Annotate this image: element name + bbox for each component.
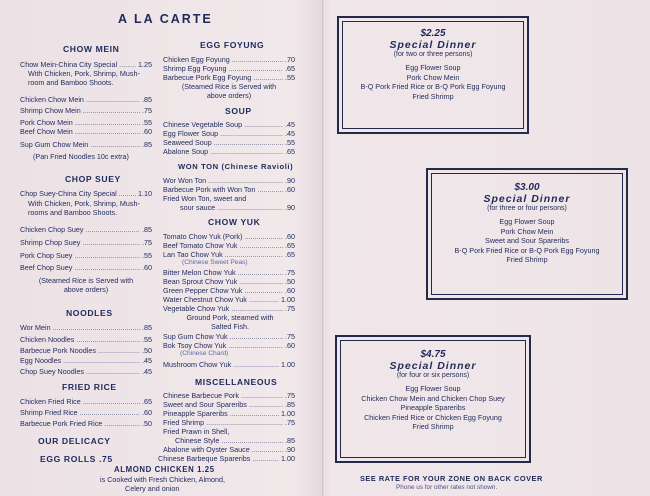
dinner-item: Egg Flower Soup [405, 384, 461, 393]
item-description: With Chicken, Pork, Shrimp, Mush- [28, 199, 140, 208]
item-description: rooms and Bamboo Shoots. [28, 208, 118, 217]
menu-item: Shrimp Chop Suey ..... .75 [20, 238, 152, 247]
menu-item: Barbecue Pork Noodles ..... .50 [20, 346, 152, 355]
menu-item: Pork Chow Mein ..... .55 [20, 118, 152, 127]
menu-note: (Pan Fried Noodles 10c extra) [33, 152, 129, 161]
dinner-item: B-Q Pork Fried Rice or B-Q Pork Egg Foyung [360, 82, 506, 92]
menu-item: Chop Suey-China City Special ..... 1.10 [20, 189, 152, 198]
dinner-item: Sweet and Sour Spareribs [485, 236, 569, 246]
menu-item: Chinese Style ..... .85 [175, 436, 295, 445]
dinner-persons: (for three or four persons) [487, 205, 567, 212]
menu-item: sour sauce ..... .90 [180, 203, 295, 212]
menu-item: Egg Flower Soup ..... .45 [163, 129, 295, 138]
dinner-title: Special Dinner [389, 360, 477, 372]
menu-item: Barbecue Pork Fried Rice ..... .50 [20, 419, 152, 428]
almond-chicken-desc: is Cooked with Fresh Chicken, Almond, [100, 475, 226, 484]
menu-item: Mushroom Chow Yuk ..... 1.00 [163, 360, 295, 369]
menu-item: Chicken Chow Mein ..... .85 [20, 95, 152, 104]
menu-item: Pineapple Spareribs ..... 1.00 [163, 409, 295, 418]
won-ton-heading: WON TON (Chinese Ravioli) [178, 162, 294, 171]
chow-mein-heading: CHOW MEIN [63, 44, 120, 54]
item-description: With Chicken, Pork, Shrimp, Mush- [28, 69, 140, 78]
center-fold [322, 0, 325, 496]
fried-rice-heading: FRIED RICE [62, 382, 117, 392]
menu-item: Wor Mein ..... .85 [20, 323, 152, 332]
delicacy-heading: OUR DELICACY [38, 436, 111, 446]
special-dinner-box-1 [337, 16, 529, 134]
dinner-item: Chicken Fried Rice or Chicken Egg Foyung [364, 412, 502, 422]
menu-item: Beef Chow Mein ..... .60 [20, 127, 152, 136]
chow-yuk-heading: CHOW YUK [208, 217, 261, 227]
menu-item-line: Fried Prawn in Shell, [163, 427, 230, 436]
menu-item: Beef Tomato Chow Yuk ..... .65 [163, 241, 295, 250]
menu-note: (Chinese Chard) [180, 350, 229, 357]
menu-item: Chicken Egg Foyung ..... .70 [163, 55, 295, 64]
dinner-item: Chicken Chow Mein and Chicken Chop Suey [361, 393, 505, 403]
menu-item: Sup Gum Chow Mein ..... .85 [20, 140, 152, 149]
menu-item: Bitter Melon Chow Yuk ..... .75 [163, 268, 295, 277]
menu-item: Wor Won Ton ..... .90 [163, 176, 295, 185]
dinner-item: B-Q Pork Fried Rice or B-Q Pork Egg Foyung [454, 245, 600, 255]
dinner-item: Fried Shrimp [412, 422, 454, 432]
special-dinner-box-2 [426, 168, 628, 300]
menu-item: Green Pepper Chow Yuk ..... .60 [163, 286, 295, 295]
menu-item: Shrimp Fried Rice ..... .60 [20, 408, 152, 417]
menu-item: Chow Mein-China City Special ..... 1.25 [20, 60, 152, 69]
menu-item: Abalone Soup ..... .65 [163, 147, 295, 156]
menu-item: Sweet and Sour Spareribs ..... .85 [163, 400, 295, 409]
menu-item: Barbecue Pork Egg Foyung ..... .55 [163, 73, 295, 82]
dinner-item: Fried Shrimp [506, 255, 548, 265]
almond-chicken-desc: Celery and onion [125, 484, 180, 493]
menu-item: Chicken Noodles ..... .55 [20, 335, 152, 344]
menu-note: above orders) [63, 285, 109, 294]
phone-note: Phone us for other rates not shown. [396, 484, 498, 491]
dinner-price: $2.25 [420, 28, 446, 39]
menu-item-line: Fried Won Ton, sweet and [163, 194, 247, 203]
menu-note: (Steamed Rice is Served with [181, 82, 277, 91]
menu-item: Shrimp Chow Mein ..... .75 [20, 106, 152, 115]
dinner-persons: (for two or three persons) [393, 51, 473, 58]
dinner-price: $3.00 [514, 182, 540, 193]
menu-item: Chop Suey Noodles ..... .45 [20, 367, 152, 376]
dinner-item: Pineapple Spareribs [400, 403, 466, 413]
menu-item: Tomato Chow Yuk (Pork) ..... .60 [163, 232, 295, 241]
almond-chicken-title: ALMOND CHICKEN 1.25 [114, 465, 215, 474]
zone-rate-note: SEE RATE FOR YOUR ZONE ON BACK COVER [360, 474, 543, 483]
menu-note: above orders) [206, 91, 252, 100]
dinner-title: Special Dinner [483, 193, 571, 205]
menu-item: Beef Chop Suey ..... .60 [20, 263, 152, 272]
menu-item: Sup Gum Chow Yuk ..... .75 [163, 332, 295, 341]
menu-item: Bok Tsoy Chow Yuk ..... .60 [163, 341, 295, 350]
egg-foyung-heading: EGG FOYUNG [200, 40, 265, 50]
dinner-title: Special Dinner [389, 39, 477, 51]
dinner-item: Fried Shrimp [412, 91, 454, 101]
special-dinner-box-3 [335, 335, 531, 463]
menu-note: Ground Pork, steamed with [186, 313, 274, 322]
menu-note: (Steamed Rice is Served with [38, 276, 134, 285]
menu-item: Barbecue Pork with Won Ton ..... .60 [163, 185, 295, 194]
menu-item: Shrimp Egg Foyung ..... .65 [163, 64, 295, 73]
menu-item: Chicken Chop Suey ..... .85 [20, 225, 152, 234]
menu-item: Chicken Fried Rice ..... .65 [20, 397, 152, 406]
menu-item: Vegetable Chow Yuk ..... .75 [163, 304, 295, 313]
menu-item: Chinese Barbecue Pork ..... .75 [163, 391, 295, 400]
menu-item: Bean Sprout Chow Yuk ..... .50 [163, 277, 295, 286]
noodles-heading: NOODLES [66, 308, 113, 318]
menu-note: (Chinese Sweet Peas) [182, 259, 248, 266]
a-la-carte-title: A LA CARTE [118, 12, 213, 26]
dinner-item: Pork Chow Mein [500, 226, 554, 236]
menu-item: Seaweed Soup ..... .55 [163, 138, 295, 147]
dinner-price: $4.75 [420, 349, 446, 360]
chop-suey-heading: CHOP SUEY [65, 174, 121, 184]
miscellaneous-heading: MISCELLANEOUS [195, 377, 278, 387]
menu-item: Abalone with Oyster Sauce ..... .90 [163, 445, 295, 454]
menu-item: Egg Noodles ..... .45 [20, 356, 152, 365]
dinner-item: Egg Flower Soup [499, 217, 555, 226]
soup-heading: SOUP [225, 106, 252, 116]
menu-item: Chinese Barbeque Spareribs ..... 1.00 [158, 454, 295, 463]
item-description: room and Bamboo Shoots. [28, 78, 114, 87]
menu-item: Water Chestnut Chow Yuk ..... 1.00 [163, 295, 295, 304]
menu-item: Pork Chop Suey ..... .55 [20, 251, 152, 260]
menu-note: Salted Fish. [211, 322, 249, 331]
dinner-item: Pork Chow Mein [406, 72, 460, 82]
dinner-persons: (for four or six persons) [396, 372, 470, 379]
dinner-item: Egg Flower Soup [405, 63, 461, 72]
egg-rolls-item: EGG ROLLS .75 [40, 454, 113, 464]
menu-item: Fried Shrimp ..... .75 [163, 418, 295, 427]
menu-item: Chinese Vegetable Soup ..... .45 [163, 120, 295, 129]
menu-item: Lan Tao Chow Yuk ..... .65 [163, 250, 295, 259]
